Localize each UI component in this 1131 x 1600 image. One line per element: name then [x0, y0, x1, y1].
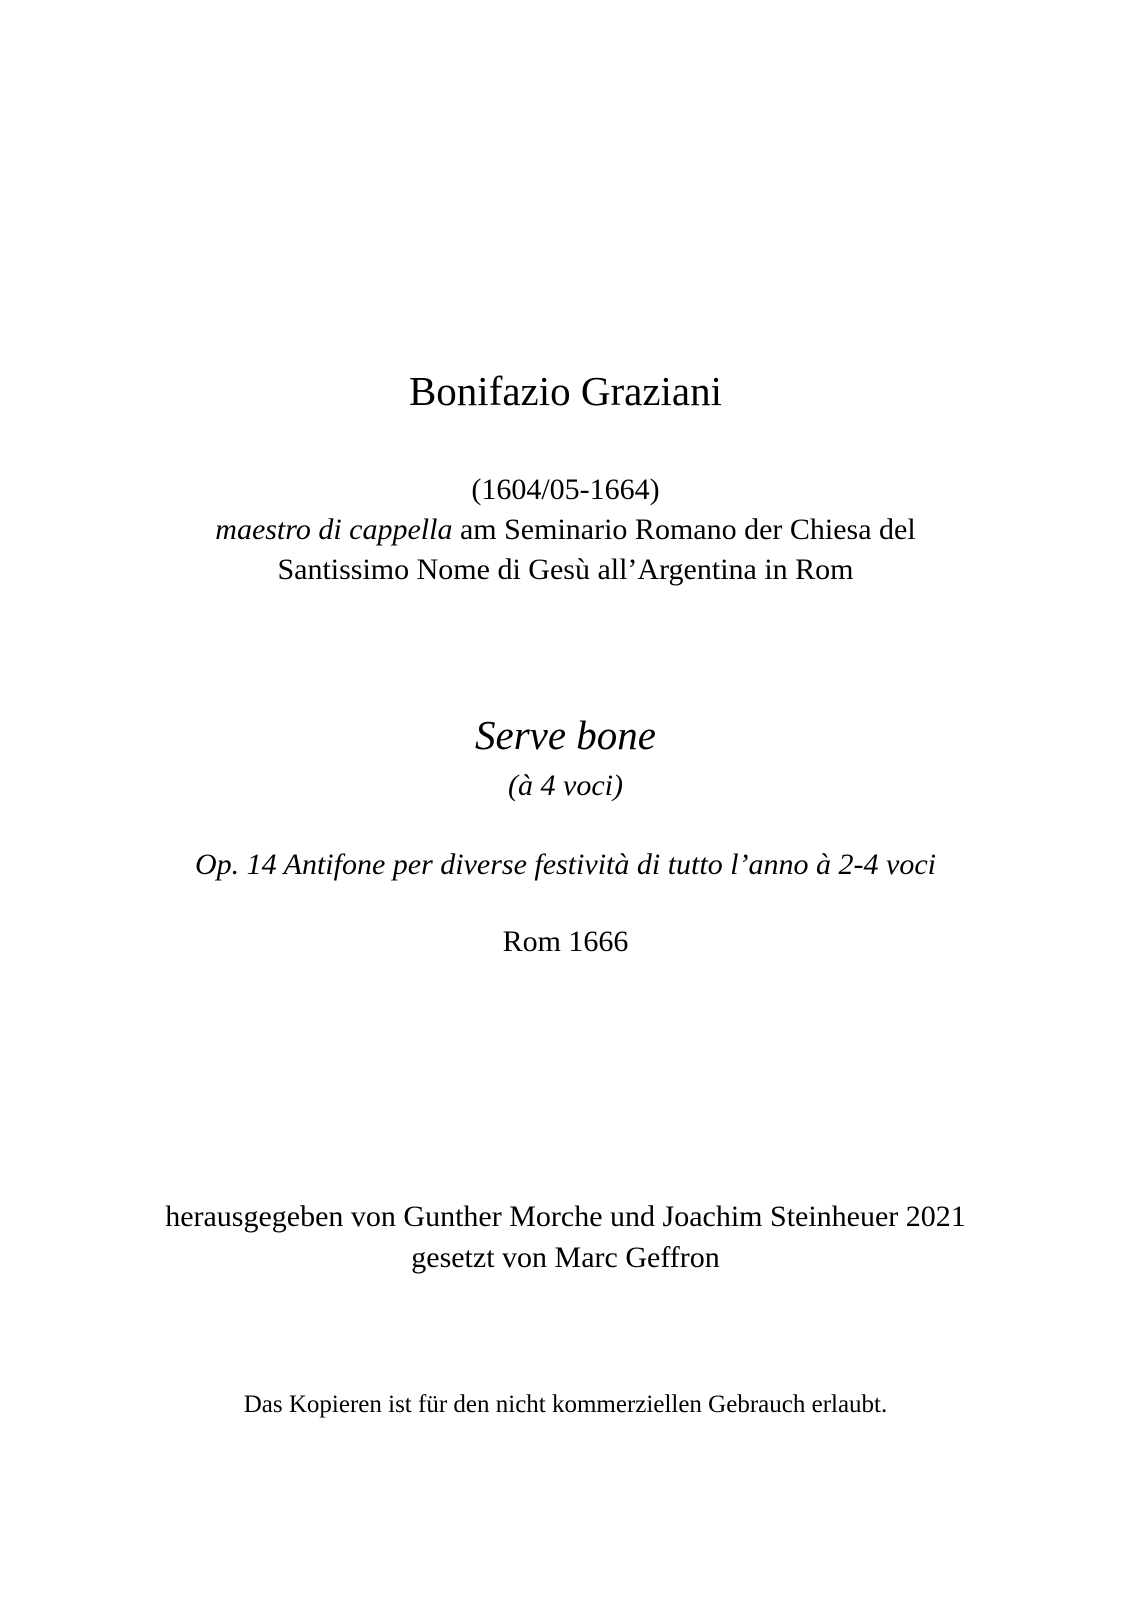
- copy-notice: Das Kopieren ist für den nicht kommerziellen Gebrauch erlaubt.: [243, 1391, 888, 1418]
- role-institution: am Seminario Romano der Chiesa del: [452, 513, 916, 546]
- composer-role-line-2: Santissimo Nome di Gesù all’Argentina in Rom: [277, 553, 854, 586]
- composer-role-line-1: [0, 515, 1131, 545]
- typesetter-credit: gesetzt von Marc Geffron: [411, 1241, 720, 1274]
- work-collection: Op. 14 Antifone per diverse festività di tutto l’anno à 2-4 voci: [195, 848, 936, 881]
- composer-dates: (1604/05-1664): [471, 473, 660, 506]
- composer-name: Bonifazio Graziani: [408, 368, 723, 414]
- work-voices: (à 4 voci): [508, 769, 623, 802]
- publication-place-year: Rom 1666: [502, 925, 629, 958]
- role-title: maestro di cappella: [215, 513, 453, 546]
- work-title: Serve bone: [475, 712, 656, 758]
- editors-credit: herausgegeben von Gunther Morche und Joachim Steinheuer 2021: [165, 1200, 966, 1233]
